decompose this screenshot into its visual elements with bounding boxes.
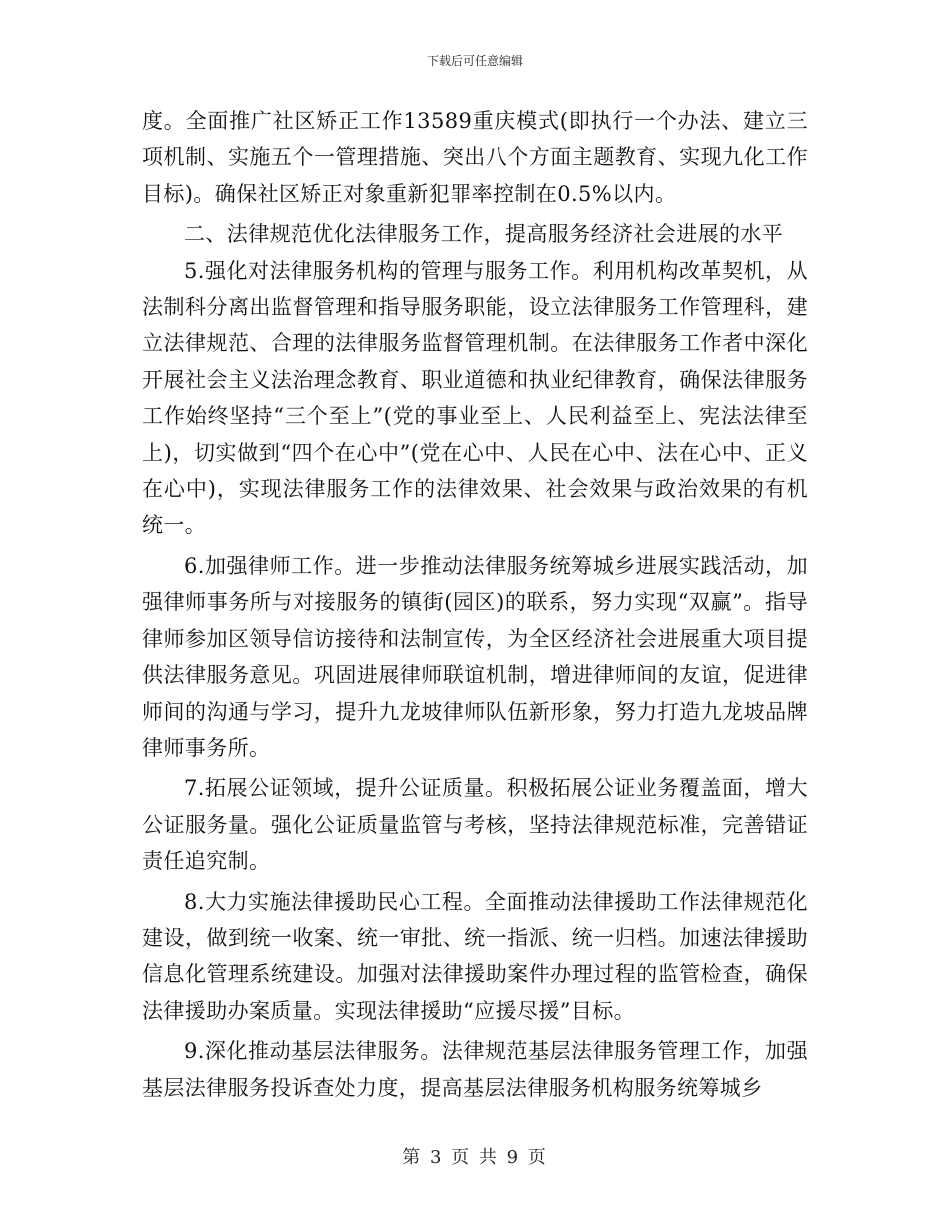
paragraph-item-9: 9.深化推动基层法律服务。法律规范基层法律服务管理工作，加强基层法律服务投诉查处力度，提高基层法律服务机构服务统筹城乡: [142, 1039, 808, 1100]
paragraph-item-5: 5.强化对法律服务机构的管理与服务工作。利用机构改革契机，从法制科分离出监督管理和指导服务职能，设立法律服务工作管理科，建立法律规范、合理的法律服务监督管理机制。在法律服务工作者中深化开展社会主义法治理念教育、职业道德和执业纪律教育，确保法律服务工作始终坚持“三个至上”(党的事业至上、人民利益至上、宪法法律至上)，切实做到“四个在心中”(党在心中、人民在心中、法在心中、正义在心中)，实现法律服务工作的法律效果、社会效果与政治效果的有机统一。: [142, 258, 808, 538]
page-number: 第 3 页 共 9 页: [402, 1147, 548, 1168]
paragraph-item-6: 6.加强律师工作。进一步推动法律服务统筹城乡进展实践活动，加强律师事务所与对接服务的镇街(园区)的联系，努力实现“双赢”。指导律师参加区领导信访接待和法制宣传，为全区经济社会进展重大项目提供法律服务意见。巩固进展律师联谊机制，增进律师间的友谊，促进律师间的沟通与学习，提升九龙坡律师队伍新形象，努力打造九龙坡品牌律师事务所。: [142, 553, 808, 760]
document-body: [142, 103, 808, 1106]
paragraph-continuation: 度。全面推广社区矫正工作13589重庆模式(即执行一个办法、建立三项机制、实施五个一管理措施、突出八个方面主题教育、实现九化工作目标)。确保社区矫正对象重新犯罪率控制在0.5%以内。: [142, 109, 808, 206]
section-heading: 二、法律规范优化法律服务工作，提高服务经济社会进展的水平: [184, 222, 784, 247]
paragraph-item-7: 7.拓展公证领域，提升公证质量。积极拓展公证业务覆盖面，增大公证服务量。强化公证质量监管与考核，坚持法律规范标准，完善错证责任追究制。: [142, 776, 808, 874]
paragraph-item-8: 8.大力实施法律援助民心工程。全面推动法律援助工作法律规范化建设，做到统一收案、统一审批、统一指派、统一归档。加速法律援助信息化管理系统建设。加强对法律援助案件办理过程的监管检查，确保法律援助办案质量。实现法律援助“应援尽援”目标。: [142, 889, 808, 1023]
page-header: 下载后可任意编辑: [426, 54, 523, 68]
